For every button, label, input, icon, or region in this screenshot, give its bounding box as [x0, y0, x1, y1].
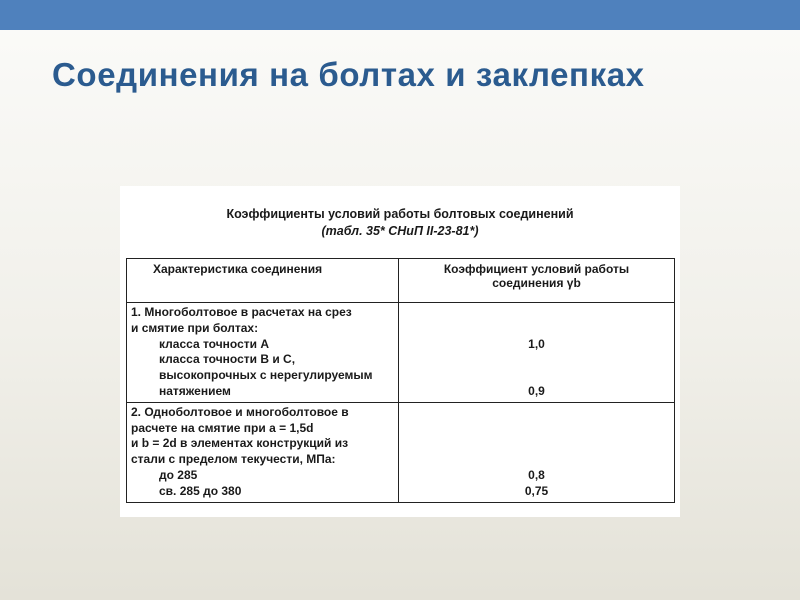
row1-line5: высокопрочных с нерегулируемым	[159, 368, 373, 383]
header-characteristic: Характеристика соединения	[127, 259, 399, 303]
slide-title: Соединения на болтах и заклепках	[52, 56, 645, 93]
row1-value2: 0,9	[528, 383, 545, 398]
row2-coefficient	[399, 402, 675, 502]
row1-line6: натяжением	[159, 383, 231, 398]
row1-characteristic	[127, 303, 399, 403]
row2-line3: и b = 2d в элементах конструкций из	[131, 436, 349, 451]
row2-line6: св. 285 до 380	[159, 483, 242, 498]
header-coefficient-line2: соединения γb	[492, 276, 581, 290]
row1-line4: класса точности В и С,	[159, 352, 296, 367]
top-accent-bar	[0, 0, 800, 30]
row2-value2: 0,75	[524, 483, 549, 498]
header-coefficient-line1: Коэффициент условий работы	[443, 262, 630, 276]
table-row	[127, 402, 675, 502]
header-coefficient	[399, 259, 675, 303]
row2-value1: 0,8	[528, 467, 545, 482]
table-image	[120, 186, 680, 517]
table-row	[127, 303, 675, 403]
row2-line2: расчете на смятие при a = 1,5d	[131, 420, 314, 435]
row2-line1: 2. Одноболтовое и многоболтовое в	[131, 404, 349, 419]
coefficients-table	[126, 258, 675, 503]
table-caption	[128, 206, 672, 240]
row1-line2: и смятие при болтах:	[131, 320, 259, 335]
row1-line1: 1. Многоболтовое в расчетах на срез	[131, 305, 352, 319]
table-caption-line2: (табл. 35* СНиП II-23-81*)	[321, 224, 479, 238]
row1-line3: класса точности А	[159, 336, 270, 351]
row1-coefficient	[399, 303, 675, 403]
table-header-row	[127, 259, 675, 303]
row2-line4: стали с пределом текучести, МПа:	[131, 452, 336, 467]
row2-characteristic	[127, 402, 399, 502]
table-caption-line1: Коэффициенты условий работы болтовых соединений	[226, 207, 574, 221]
row1-value1: 1,0	[528, 336, 545, 351]
row2-line5: до 285	[159, 467, 198, 482]
